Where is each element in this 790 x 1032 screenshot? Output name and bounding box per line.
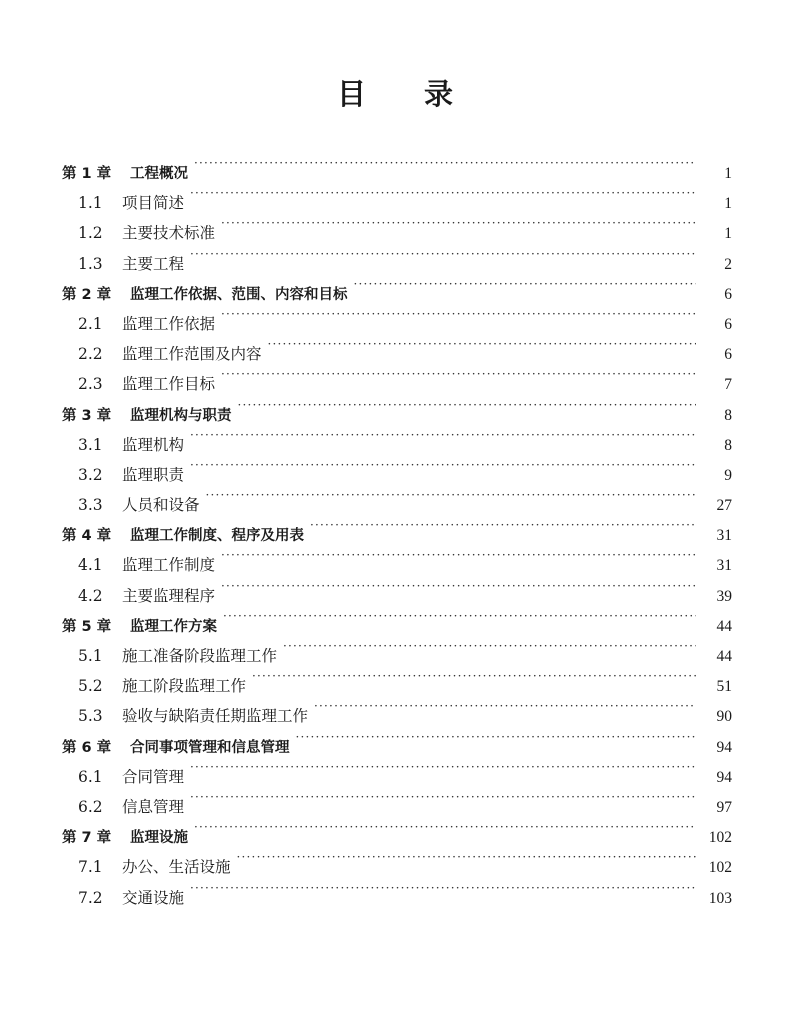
toc-entry-number: 4.2 [78, 586, 103, 605]
toc-entry-number: 2.2 [78, 345, 103, 364]
toc-entry-title: 主要监理程序 [122, 586, 216, 605]
toc-entry-title: 监理工作依据 [122, 314, 216, 333]
toc-entry-number: 第 3 章 [62, 407, 112, 424]
toc-entry-number: 3.3 [78, 496, 103, 515]
dot-leader [238, 390, 697, 420]
toc-entry-title: 监理工作目标 [122, 375, 216, 394]
toc-entry-page-number: 1 [724, 195, 732, 213]
dot-leader [190, 782, 696, 812]
toc-entry-page-number: 97 [716, 798, 732, 816]
toc-entry-title: 合同事项管理和信息管理 [130, 739, 290, 756]
dot-leader [190, 873, 696, 903]
toc-entry-number: 第 5 章 [62, 618, 112, 635]
toc-entry-page-number: 102 [708, 829, 732, 847]
dot-leader [354, 269, 697, 299]
toc-entry-page-number: 90 [716, 708, 732, 726]
toc-entry-title: 监理工作方案 [130, 618, 217, 635]
toc-entry-number: 6.2 [78, 797, 103, 816]
dot-leader [190, 239, 696, 269]
dot-leader [221, 359, 696, 389]
toc-entry-title: 工程概况 [130, 166, 188, 182]
toc-entry-number: 5.1 [78, 647, 103, 665]
toc-entry-title: 主要技术标准 [122, 224, 216, 243]
dot-leader [237, 842, 696, 872]
toc-entry-number: 1.1 [78, 194, 103, 213]
toc-entry-title: 监理职责 [122, 465, 185, 484]
toc-entry-title: 监理机构与职责 [130, 407, 232, 424]
toc-entry-number: 3.1 [78, 435, 103, 454]
toc-entry-number: 第 4 章 [62, 528, 112, 545]
toc-entry-number: 3.2 [78, 465, 103, 484]
toc-entry-title: 合同管理 [122, 767, 185, 786]
dot-leader [194, 812, 696, 842]
dot-leader [223, 601, 696, 631]
toc-entry-page-number: 94 [716, 738, 732, 756]
dot-leader [221, 571, 696, 601]
dot-leader [314, 691, 696, 721]
toc-entry-title: 交通设施 [122, 888, 185, 907]
toc-entry-page-number: 27 [716, 497, 732, 515]
toc-entry-page-number: 2 [724, 255, 732, 273]
toc-entry-number: 5.3 [78, 707, 103, 726]
toc-entry-page-number: 1 [724, 225, 732, 243]
dot-leader [190, 450, 696, 480]
toc-entry-number: 7.1 [78, 858, 103, 877]
toc-entry-number: 第 6 章 [62, 739, 112, 756]
toc-entry-number: 第 1 章 [62, 166, 112, 182]
toc-entry-page-number: 8 [724, 436, 732, 454]
toc-entry-page-number: 6 [724, 346, 732, 364]
page-title [0, 72, 790, 113]
toc-entry-number: 4.1 [78, 556, 103, 575]
toc-entry-title: 监理工作制度、程序及用表 [130, 528, 304, 545]
toc-entry-title: 监理设施 [130, 830, 188, 847]
toc-entry-title: 信息管理 [122, 797, 185, 816]
toc-entry-page-number: 51 [716, 678, 732, 696]
dot-leader [194, 148, 696, 178]
toc-entry-page-number: 31 [716, 527, 732, 545]
toc-entry-page-number: 39 [716, 587, 732, 605]
toc-entry-number: 5.2 [78, 677, 103, 696]
dot-leader [190, 420, 696, 450]
dot-leader [283, 631, 696, 661]
toc-entry-number: 1.3 [78, 254, 103, 273]
toc-entry-number: 7.2 [78, 888, 103, 907]
toc-entry-page-number: 6 [724, 315, 732, 333]
dot-leader [190, 178, 696, 208]
toc-entry-number: 第 7 章 [62, 830, 112, 847]
dot-leader [221, 299, 696, 329]
dot-leader [190, 752, 696, 782]
toc-chapter-entry[interactable] [62, 148, 732, 182]
toc-entry-title: 施工阶段监理工作 [122, 677, 247, 696]
toc-entry-title: 监理工作依据、范围、内容和目标 [130, 286, 348, 303]
toc-entry-page-number: 7 [724, 376, 732, 394]
dot-leader [252, 661, 696, 691]
toc-entry-page-number: 44 [716, 617, 732, 635]
title-char-right: 录 [424, 77, 454, 111]
toc-entry-page-number: 9 [724, 466, 732, 484]
dot-leader [221, 208, 696, 238]
toc-entry-page-number: 31 [716, 557, 732, 575]
dot-leader [268, 329, 696, 359]
toc-entry-title: 施工准备阶段监理工作 [122, 647, 278, 665]
dot-leader [296, 722, 697, 752]
dot-leader [221, 540, 696, 570]
toc-entry-number: 2.3 [78, 375, 103, 394]
toc-entry-title: 项目简述 [122, 194, 185, 213]
dot-leader [310, 510, 696, 540]
toc-entry-title: 监理机构 [122, 435, 185, 454]
toc-entry-page-number: 102 [708, 859, 732, 877]
table-of-contents [62, 148, 732, 907]
toc-entry-page-number: 6 [724, 285, 732, 303]
toc-entry-title: 人员和设备 [122, 496, 200, 515]
toc-entry-page-number: 1 [724, 165, 732, 182]
toc-entry-number: 2.1 [78, 314, 103, 333]
toc-entry-number: 6.1 [78, 767, 103, 786]
toc-entry-title: 监理工作制度 [122, 556, 216, 575]
toc-entry-page-number: 8 [724, 406, 732, 424]
title-char-left: 目 [336, 77, 366, 111]
toc-entry-title: 主要工程 [122, 254, 185, 273]
toc-entry-title: 办公、生活设施 [122, 858, 231, 877]
dot-leader [206, 480, 696, 510]
toc-entry-page-number: 44 [716, 648, 732, 665]
toc-entry-title: 监理工作范围及内容 [122, 345, 262, 364]
toc-entry-number: 1.2 [78, 224, 103, 243]
toc-entry-number: 第 2 章 [62, 286, 112, 303]
toc-entry-title: 验收与缺陷责任期监理工作 [122, 707, 309, 726]
toc-entry-page-number: 103 [708, 889, 732, 907]
toc-entry-page-number: 94 [716, 768, 732, 786]
